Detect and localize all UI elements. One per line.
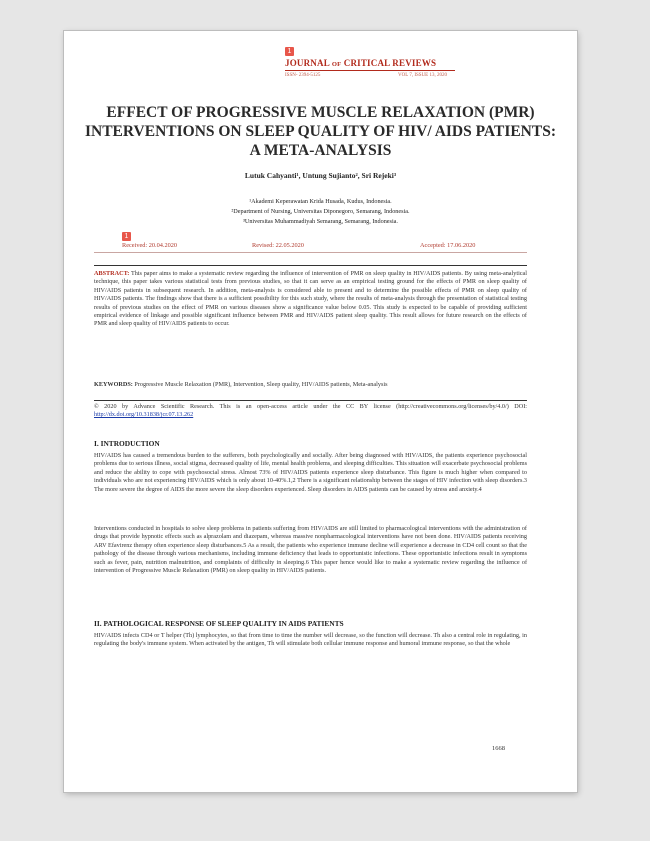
license-top-rule xyxy=(94,400,527,401)
affiliation-2: ²Department of Nursing, Universitas Diponegoro, Semarang, Indonesia. xyxy=(231,208,410,215)
abstract-text: This paper aims to make a systematic review regarding the influence of intervention of PMR on sleep quality in HIV/AIDS patients. By using meta-analytical technique, this paper takes various statistical tests from previous studies, so that it can serve as an empirical testing ground for the effects of PMR on sleep quality of HIV/AIDS patients in subsequent research. In addition, meta-analysis is considered able to present and to determine the possible effects of PMR on sleep quality of HIV/AIDS patients. The findings show that there is a sufficient possibility for this such study, where the results of meta-analysis through the presentation of statistical testing results of previous studies on the effect of PMR on various diseases show a significance value below 0.05. This study is expected to be capable of providing sufficient empirical evidence of linkage and possible significant influence between PMR and HIV/AIDS patient sleep quality. This result allows for future research on the effects of PMR and sleep quality of HIV/AIDS patients to occur. xyxy=(94,270,527,328)
date-accepted: Accepted: 17.06.2020 xyxy=(420,242,476,249)
section-heading-introduction: I. INTRODUCTION xyxy=(94,439,160,448)
journal-name: JOURNAL OF CRITICAL REVIEWS xyxy=(285,58,437,68)
section2-paragraph-1: HIV/AIDS infects CD4 or T helper (Th) lymphocytes, so that from time to time the number will decrease, so the function will decrease. Th also a central role in regulating, in regulating the body's immune system. When activated by the antigen, Th will stimulate both cellular immune response and humoral immune response, so that the whole xyxy=(94,632,527,648)
keywords-text: Progressive Muscle Relaxation (PMR), Intervention, Sleep quality, HIV/AIDS patients, Meta-analysis xyxy=(134,381,388,388)
paper-title: EFFECT OF PROGRESSIVE MUSCLE RELAXATION (PMR) INTERVENTIONS ON SLEEP QUALITY OF HIV/ AIDS PATIENTS: A META-ANALYSIS xyxy=(84,104,557,159)
abstract-label: ABSTRACT: xyxy=(94,270,130,277)
intro-paragraph-2: Interventions conducted in hospitals to solve sleep problems in patients suffering from HIV/AIDS are still limited to pharmacological interventions with the administration of drugs that provide hypnotic effects such as alprazolam and diazepam, whereas massive nonpharmacological interventions have not been done. HIV/AIDS patients receiving ARV Efavirenz therapy often experience sleep disturbances.5 As a result, the patients who experience immune decline will experience a decrease in CD4 cell count so that the pathology of the disease through various mechanisms, including immune deficiency that leads to opportunistic infections. These opportunistic infections result in symptoms such as fever, pain, nutrition malnutrition, and complaints of difficulty in sleeping.6 This paper hence would like to make a systematic review regarding the influence of intervention of Progressive Muscle Relaxation (PMR) on sleep quality in HIV/AIDS patients. xyxy=(94,525,527,575)
intro-paragraph-1: HIV/AIDS has caused a tremendous burden to the sufferers, both psychologically and socially. After being diagnosed with HIV/AIDS, the patients experience psychosocial problems due to serious illness, social stigma, decreased quality of life, mental health problems, and sleeping difficulties. This situation will exacerbate psychosocial problems and reduce the ability to cope with psychosocial stress. Almost 73% of HIV/AIDS patients experience sleep disturbance. This figure is much higher when compared to individuals who are not experiencing HIV/AIDS which is only about 10-40%.1,2 There is a significant relationship between the stages of HIV infection with sleep disorders.3 The more severe the degree of AIDS the more severe the sleep disorders experienced. Sleep disorders in AIDS patients can be caused by stress and anxiety.4 xyxy=(94,452,527,493)
affiliation-1: ¹Akademi Keperawatan Krida Husada, Kudus, Indonesia. xyxy=(249,198,392,205)
dates-divider xyxy=(94,252,527,253)
license-notice xyxy=(94,403,527,420)
journal-divider xyxy=(285,70,455,71)
page-number: 1668 xyxy=(492,745,505,752)
annotation-marker[interactable]: 1 xyxy=(122,232,131,241)
keywords xyxy=(94,381,527,389)
author-list: Lutuk Cahyanti¹, Untung Sujianto², Sri Rejeki³ xyxy=(244,171,397,180)
section-heading-pathological-response: II. PATHOLOGICAL RESPONSE OF SLEEP QUALITY IN AIDS PATIENTS xyxy=(94,619,344,628)
doi-link[interactable]: http://dx.doi.org/10.31838/jcr.07.13.262 xyxy=(94,411,194,419)
keywords-label: KEYWORDS: xyxy=(94,381,133,388)
abstract-top-rule xyxy=(94,265,527,266)
annotation-marker[interactable]: 1 xyxy=(285,47,294,56)
abstract xyxy=(94,270,527,329)
license-text: © 2020 by Advance Scientific Research. This is an open-access article under the CC BY license (http://creativecommons.org/licenses/by/4.0/) DOI: xyxy=(94,403,527,410)
paper-page xyxy=(64,31,577,792)
journal-issn: ISSN- 2394-5125 xyxy=(285,73,321,78)
date-revised: Revised: 22.05.2020 xyxy=(252,242,304,249)
affiliation-3: ³Universitas Muhammadiyah Semarang, Semarang, Indonesia. xyxy=(243,218,398,225)
date-received: Received: 20.04.2020 xyxy=(122,242,178,249)
journal-volume: VOL 7, ISSUE 13, 2020 xyxy=(398,73,447,78)
